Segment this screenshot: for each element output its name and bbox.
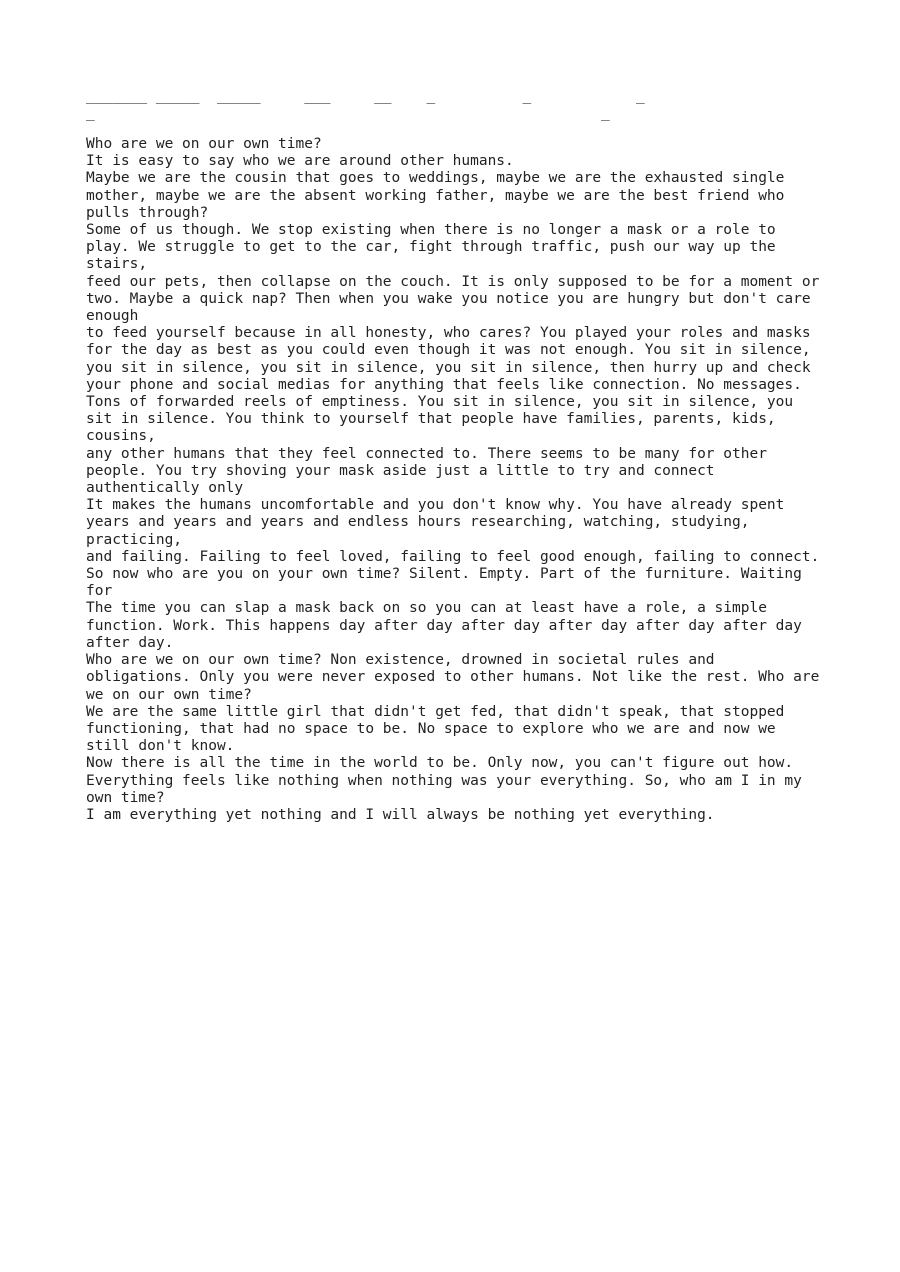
paragraph: Who are we on our own time? Non existence, drowned in societal rules and obligations. Only you were never exposed to other humans. Not like the rest. Who are we on our own time? (86, 652, 820, 703)
underscore-line-2: _ _ (86, 105, 610, 121)
paragraph: The time you can slap a mask back on so you can at least have a role, a simple function. Work. This happens day after day after day after day after day after day after day. (86, 600, 802, 651)
paragraph: any other humans that they feel connected to. There seems to be many for other people. You try shoving your mask aside just a little to try and connect authentically only (86, 445, 767, 497)
paragraph: feed our pets, then collapse on the couch. It is only supposed to be for a moment or two. Maybe a quick nap? Then when you wake you notice you are hungry but don't care enough (86, 273, 820, 325)
document-body (86, 136, 826, 824)
paragraph: to feed yourself because in all honesty, who cares? You played your roles and masks for the day as best as you could even though it was not enough. You sit in silence, (86, 325, 811, 359)
paragraph: It makes the humans uncomfortable and you don't know why. You have already spent years and years and years and endless hours researching, watching, studying, practicing, (86, 497, 785, 548)
paragraph: I am everything yet nothing and I will always be nothing yet everything. (86, 806, 715, 823)
paragraph: you sit in silence, you sit in silence, you sit in silence, then hurry up and check your phone and social medias for anything that feels like connection. No messages. (86, 359, 811, 393)
paragraph: It is easy to say who we are around other humans. (86, 153, 514, 170)
paragraph: Maybe we are the cousin that goes to weddings, maybe we are the exhausted single mother, maybe we are the absent working father, maybe we are the best friend who pulls through? (86, 170, 785, 221)
paragraph: Tons of forwarded reels of emptiness. You sit in silence, you sit in silence, you sit in silence. You think to yourself that people have families, parents, kids, cousins, (86, 394, 794, 445)
paragraph: and failing. Failing to feel loved, failing to feel good enough, failing to connect. So now who are you on your own time? Silent. Empty. Part of the furniture. Waiting for (86, 548, 820, 600)
paragraph: Some of us though. We stop existing when there is no longer a mask or a role to play. We struggle to get to the car, fight through traffic, push our way up the stairs, (86, 222, 776, 273)
paragraph: Now there is all the time in the world to be. Only now, you can't figure out how. Everything feels like nothing when nothing was your everything. So, who am I in my own time? (86, 755, 802, 806)
underscore-line-1: _______ _____ _____ ___ __ _ _ _ (86, 88, 645, 104)
paragraph: We are the same little girl that didn't get fed, that didn't speak, that stopped functioning, that had no space to be. No space to explore who we are and now we still don't know. (86, 703, 785, 755)
paragraph: Who are we on our own time? (86, 136, 322, 152)
